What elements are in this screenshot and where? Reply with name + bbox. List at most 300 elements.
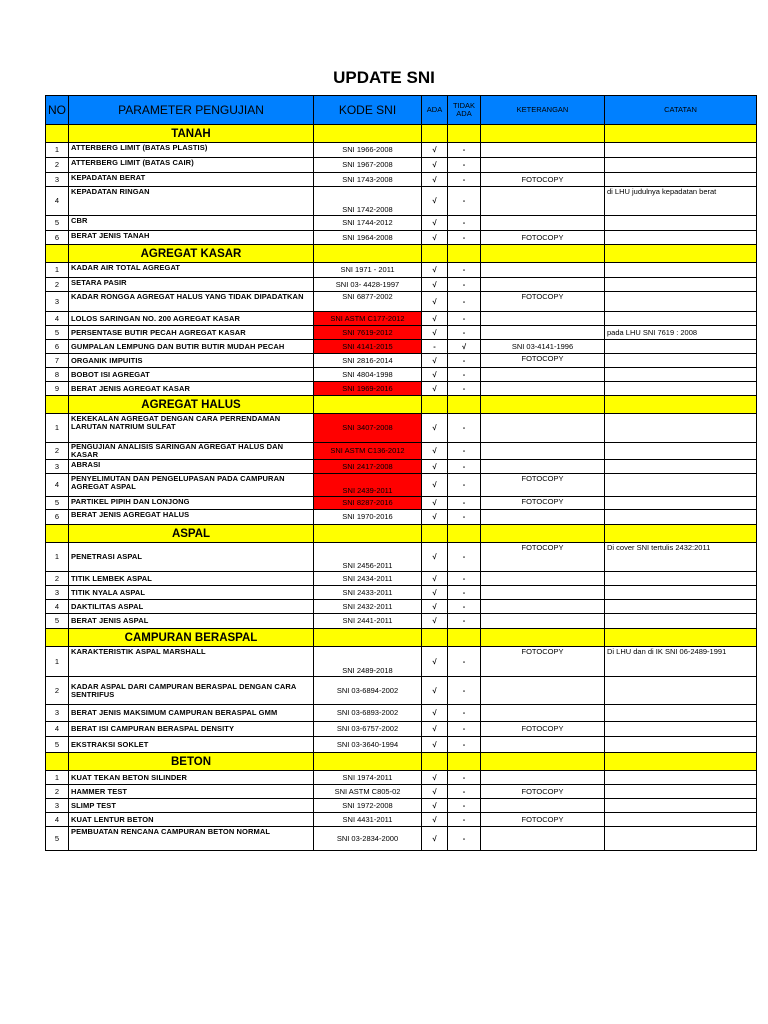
section-row: [46, 525, 757, 543]
sni-code-cell: SNI ASTM C177-2012: [314, 312, 422, 326]
section-empty-cell: [314, 125, 422, 143]
keterangan-cell: FOTOCOPY: [481, 173, 605, 187]
sni-code-cell: SNI 1971 - 2011: [314, 263, 422, 278]
catatan-cell: [605, 572, 757, 586]
keterangan-cell: FOTOCOPY: [481, 785, 605, 799]
row-number: 4: [46, 312, 69, 326]
table-row: [46, 600, 757, 614]
col-header-keterangan: KETERANGAN: [481, 96, 605, 125]
parameter-cell: BOBOT ISI AGREGAT: [69, 368, 314, 382]
tidak-ada-cell: -: [448, 158, 481, 173]
tidak-ada-cell: -: [448, 827, 481, 851]
section-no-cell: [46, 525, 69, 543]
row-number: 5: [46, 737, 69, 753]
ada-cell: √: [422, 326, 448, 340]
tidak-ada-cell: -: [448, 572, 481, 586]
parameter-cell: EKSTRAKSI SOKLET: [69, 737, 314, 753]
sni-code-cell: SNI 03-6757-2002: [314, 722, 422, 737]
tidak-ada-cell: -: [448, 677, 481, 705]
row-number: 2: [46, 278, 69, 292]
table-row: [46, 497, 757, 510]
table-row: [46, 187, 757, 216]
ada-cell: √: [422, 771, 448, 785]
col-header-catatan: CATATAN: [605, 96, 757, 125]
ada-cell: √: [422, 278, 448, 292]
row-number: 2: [46, 158, 69, 173]
keterangan-cell: [481, 216, 605, 231]
tidak-ada-cell: -: [448, 173, 481, 187]
keterangan-cell: [481, 600, 605, 614]
keterangan-cell: SNI 03-4141-1996: [481, 340, 605, 354]
tidak-ada-cell: -: [448, 543, 481, 572]
section-row: [46, 396, 757, 414]
catatan-cell: [605, 600, 757, 614]
parameter-cell: ATTERBERG LIMIT (BATAS PLASTIS): [69, 143, 314, 158]
table-row: [46, 312, 757, 326]
parameter-cell: ABRASI: [69, 460, 314, 474]
ada-cell: √: [422, 474, 448, 497]
ada-cell: √: [422, 216, 448, 231]
table-row: [46, 785, 757, 799]
catatan-cell: [605, 497, 757, 510]
tidak-ada-cell: -: [448, 813, 481, 827]
keterangan-cell: [481, 187, 605, 216]
table-row: [46, 292, 757, 312]
catatan-cell: [605, 586, 757, 600]
section-no-cell: [46, 396, 69, 414]
tidak-ada-cell: -: [448, 216, 481, 231]
ada-cell: √: [422, 292, 448, 312]
table-row: [46, 474, 757, 497]
ada-cell: √: [422, 614, 448, 629]
ada-cell: √: [422, 312, 448, 326]
row-number: 5: [46, 497, 69, 510]
catatan-cell: [605, 799, 757, 813]
ada-cell: √: [422, 677, 448, 705]
sni-code-cell: SNI 03-3640-1994: [314, 737, 422, 753]
sni-code-cell: SNI 4804-1998: [314, 368, 422, 382]
sni-code-cell: SNI 2439-2011: [314, 474, 422, 497]
row-number: 8: [46, 368, 69, 382]
sni-code-cell: SNI 1972-2008: [314, 799, 422, 813]
tidak-ada-cell: -: [448, 497, 481, 510]
ada-cell: √: [422, 586, 448, 600]
section-title: AGREGAT HALUS: [69, 396, 314, 414]
table-row: [46, 722, 757, 737]
row-number: 3: [46, 799, 69, 813]
keterangan-cell: FOTOCOPY: [481, 231, 605, 245]
sni-code-cell: SNI 03-6894-2002: [314, 677, 422, 705]
catatan-cell: [605, 737, 757, 753]
table-row: [46, 614, 757, 629]
table-row: [46, 572, 757, 586]
row-number: 1: [46, 263, 69, 278]
sni-code-cell: SNI 8287-2016: [314, 497, 422, 510]
parameter-cell: KEKEKALAN AGREGAT DENGAN CARA PERRENDAMAN LARUTAN NATRIUM SULFAT: [69, 414, 314, 443]
catatan-cell: [605, 460, 757, 474]
keterangan-cell: [481, 510, 605, 525]
table-row: [46, 510, 757, 525]
tidak-ada-cell: -: [448, 414, 481, 443]
keterangan-cell: [481, 827, 605, 851]
row-number: 3: [46, 173, 69, 187]
section-row: [46, 125, 757, 143]
keterangan-cell: [481, 382, 605, 396]
row-number: 5: [46, 326, 69, 340]
parameter-cell: ATTERBERG LIMIT (BATAS CAIR): [69, 158, 314, 173]
parameter-cell: DAKTILITAS ASPAL: [69, 600, 314, 614]
section-empty-cell: [422, 629, 448, 647]
section-empty-cell: [448, 753, 481, 771]
table-row: [46, 443, 757, 460]
table-row: [46, 354, 757, 368]
section-no-cell: [46, 629, 69, 647]
parameter-cell: PARTIKEL PIPIH DAN LONJONG: [69, 497, 314, 510]
table-row: [46, 231, 757, 245]
tidak-ada-cell: -: [448, 368, 481, 382]
tidak-ada-cell: -: [448, 263, 481, 278]
ada-cell: √: [422, 158, 448, 173]
section-empty-cell: [605, 396, 757, 414]
row-number: 4: [46, 722, 69, 737]
sni-code-cell: SNI ASTM C805-02: [314, 785, 422, 799]
section-empty-cell: [605, 245, 757, 263]
table-row: [46, 263, 757, 278]
row-number: 6: [46, 231, 69, 245]
sni-code-cell: SNI 2417-2008: [314, 460, 422, 474]
catatan-cell: [605, 510, 757, 525]
sni-code-cell: SNI 2432-2011: [314, 600, 422, 614]
keterangan-cell: [481, 586, 605, 600]
tidak-ada-cell: -: [448, 705, 481, 722]
catatan-cell: [605, 677, 757, 705]
keterangan-cell: FOTOCOPY: [481, 354, 605, 368]
sni-code-cell: SNI 2441-2011: [314, 614, 422, 629]
section-empty-cell: [314, 245, 422, 263]
parameter-cell: GUMPALAN LEMPUNG DAN BUTIR BUTIR MUDAH PECAH: [69, 340, 314, 354]
section-empty-cell: [422, 245, 448, 263]
table-row: [46, 771, 757, 785]
catatan-cell: [605, 813, 757, 827]
catatan-cell: [605, 414, 757, 443]
table-row: [46, 143, 757, 158]
parameter-cell: ORGANIK IMPUITIS: [69, 354, 314, 368]
ada-cell: √: [422, 414, 448, 443]
table-header-row: [46, 96, 757, 125]
keterangan-cell: FOTOCOPY: [481, 647, 605, 677]
keterangan-cell: FOTOCOPY: [481, 543, 605, 572]
parameter-cell: PENETRASI ASPAL: [69, 543, 314, 572]
section-no-cell: [46, 125, 69, 143]
ada-cell: √: [422, 705, 448, 722]
parameter-cell: CBR: [69, 216, 314, 231]
row-number: 1: [46, 143, 69, 158]
keterangan-cell: [481, 414, 605, 443]
section-row: [46, 753, 757, 771]
table-row: [46, 414, 757, 443]
catatan-cell: [605, 368, 757, 382]
section-title: TANAH: [69, 125, 314, 143]
catatan-cell: [605, 158, 757, 173]
section-row: [46, 245, 757, 263]
catatan-cell: [605, 143, 757, 158]
catatan-cell: [605, 614, 757, 629]
section-empty-cell: [481, 629, 605, 647]
catatan-cell: [605, 771, 757, 785]
catatan-cell: [605, 216, 757, 231]
sni-code-cell: SNI 1967-2008: [314, 158, 422, 173]
tidak-ada-cell: -: [448, 312, 481, 326]
parameter-cell: LOLOS SARINGAN NO. 200 AGREGAT KASAR: [69, 312, 314, 326]
table-row: [46, 158, 757, 173]
row-number: 4: [46, 600, 69, 614]
table-row: [46, 368, 757, 382]
tidak-ada-cell: -: [448, 278, 481, 292]
catatan-cell: [605, 173, 757, 187]
keterangan-cell: [481, 143, 605, 158]
ada-cell: √: [422, 263, 448, 278]
catatan-cell: [605, 231, 757, 245]
sni-code-cell: SNI 1966-2008: [314, 143, 422, 158]
col-header-tidak-ada: TIDAK ADA: [448, 96, 481, 125]
section-empty-cell: [605, 753, 757, 771]
parameter-cell: KADAR RONGGA AGREGAT HALUS YANG TIDAK DIPADATKAN: [69, 292, 314, 312]
keterangan-cell: [481, 737, 605, 753]
keterangan-cell: [481, 614, 605, 629]
section-no-cell: [46, 245, 69, 263]
parameter-cell: KUAT TEKAN BETON SILINDER: [69, 771, 314, 785]
ada-cell: √: [422, 799, 448, 813]
row-number: 1: [46, 543, 69, 572]
catatan-cell: [605, 785, 757, 799]
row-number: 4: [46, 187, 69, 216]
ada-cell: √: [422, 572, 448, 586]
sni-code-cell: SNI 1964-2008: [314, 231, 422, 245]
section-empty-cell: [448, 525, 481, 543]
table-row: [46, 813, 757, 827]
tidak-ada-cell: -: [448, 443, 481, 460]
col-header-no: NO: [46, 96, 69, 125]
ada-cell: -: [422, 340, 448, 354]
ada-cell: √: [422, 722, 448, 737]
parameter-cell: SLIMP TEST: [69, 799, 314, 813]
keterangan-cell: [481, 263, 605, 278]
parameter-cell: KEPADATAN RINGAN: [69, 187, 314, 216]
keterangan-cell: [481, 705, 605, 722]
section-empty-cell: [481, 753, 605, 771]
table-row: [46, 737, 757, 753]
parameter-cell: KADAR AIR TOTAL AGREGAT: [69, 263, 314, 278]
ada-cell: √: [422, 827, 448, 851]
sni-code-cell: SNI 03-6893-2002: [314, 705, 422, 722]
sni-code-cell: SNI 2816-2014: [314, 354, 422, 368]
row-number: 6: [46, 510, 69, 525]
section-empty-cell: [448, 245, 481, 263]
catatan-cell: pada LHU SNI 7619 : 2008: [605, 326, 757, 340]
parameter-cell: SETARA PASIR: [69, 278, 314, 292]
parameter-cell: BERAT ISI CAMPURAN BERASPAL DENSITY: [69, 722, 314, 737]
keterangan-cell: [481, 368, 605, 382]
catatan-cell: [605, 382, 757, 396]
row-number: 5: [46, 827, 69, 851]
parameter-cell: KUAT LENTUR BETON: [69, 813, 314, 827]
table-row: [46, 382, 757, 396]
catatan-cell: Di cover SNI tertulis 2432:2011: [605, 543, 757, 572]
row-number: 1: [46, 647, 69, 677]
row-number: 4: [46, 813, 69, 827]
tidak-ada-cell: -: [448, 600, 481, 614]
row-number: 2: [46, 677, 69, 705]
ada-cell: √: [422, 143, 448, 158]
section-title: AGREGAT KASAR: [69, 245, 314, 263]
ada-cell: √: [422, 460, 448, 474]
tidak-ada-cell: -: [448, 510, 481, 525]
tidak-ada-cell: -: [448, 722, 481, 737]
catatan-cell: [605, 827, 757, 851]
row-number: 5: [46, 614, 69, 629]
sni-code-cell: SNI 03- 4428-1997: [314, 278, 422, 292]
parameter-cell: PEMBUATAN RENCANA CAMPURAN BETON NORMAL: [69, 827, 314, 851]
table-row: [46, 827, 757, 851]
table-row: [46, 799, 757, 813]
sni-code-cell: SNI 2433-2011: [314, 586, 422, 600]
section-empty-cell: [481, 125, 605, 143]
catatan-cell: Di LHU dan di IK SNI 06-2489-1991: [605, 647, 757, 677]
row-number: 3: [46, 460, 69, 474]
ada-cell: √: [422, 785, 448, 799]
ada-cell: √: [422, 497, 448, 510]
section-empty-cell: [448, 629, 481, 647]
keterangan-cell: FOTOCOPY: [481, 813, 605, 827]
ada-cell: √: [422, 510, 448, 525]
tidak-ada-cell: -: [448, 771, 481, 785]
keterangan-cell: [481, 443, 605, 460]
catatan-cell: [605, 722, 757, 737]
ada-cell: √: [422, 543, 448, 572]
page-title: UPDATE SNI: [333, 68, 435, 87]
sni-code-cell: SNI 1744-2012: [314, 216, 422, 231]
sni-table: [45, 95, 757, 851]
section-empty-cell: [314, 396, 422, 414]
section-empty-cell: [422, 753, 448, 771]
row-number: 7: [46, 354, 69, 368]
row-number: 3: [46, 586, 69, 600]
sni-code-cell: SNI 1969-2016: [314, 382, 422, 396]
tidak-ada-cell: -: [448, 187, 481, 216]
row-number: 1: [46, 771, 69, 785]
parameter-cell: PENYELIMUTAN DAN PENGELUPASAN PADA CAMPURAN AGREGAT ASPAL: [69, 474, 314, 497]
table-row: [46, 340, 757, 354]
keterangan-cell: [481, 312, 605, 326]
table-row: [46, 278, 757, 292]
sni-code-cell: SNI 4141-2015: [314, 340, 422, 354]
section-empty-cell: [448, 396, 481, 414]
parameter-cell: BERAT JENIS TANAH: [69, 231, 314, 245]
ada-cell: √: [422, 443, 448, 460]
catatan-cell: [605, 705, 757, 722]
tidak-ada-cell: -: [448, 292, 481, 312]
section-title: CAMPURAN BERASPAL: [69, 629, 314, 647]
keterangan-cell: [481, 572, 605, 586]
ada-cell: √: [422, 173, 448, 187]
section-empty-cell: [422, 525, 448, 543]
catatan-cell: di LHU judulnya kepadatan berat: [605, 187, 757, 216]
table-row: [46, 326, 757, 340]
section-empty-cell: [605, 125, 757, 143]
tidak-ada-cell: -: [448, 460, 481, 474]
section-empty-cell: [481, 245, 605, 263]
row-number: 6: [46, 340, 69, 354]
table-row: [46, 647, 757, 677]
tidak-ada-cell: -: [448, 354, 481, 368]
table-row: [46, 173, 757, 187]
row-number: 9: [46, 382, 69, 396]
col-header-ada: ADA: [422, 96, 448, 125]
ada-cell: √: [422, 737, 448, 753]
row-number: 2: [46, 785, 69, 799]
parameter-cell: PERSENTASE BUTIR PECAH AGREGAT KASAR: [69, 326, 314, 340]
parameter-cell: BERAT JENIS MAKSIMUM CAMPURAN BERASPAL GMM: [69, 705, 314, 722]
catatan-cell: [605, 263, 757, 278]
sni-code-cell: SNI 4431-2011: [314, 813, 422, 827]
ada-cell: √: [422, 354, 448, 368]
catatan-cell: [605, 278, 757, 292]
tidak-ada-cell: -: [448, 614, 481, 629]
section-empty-cell: [605, 629, 757, 647]
catatan-cell: [605, 340, 757, 354]
tidak-ada-cell: -: [448, 737, 481, 753]
keterangan-cell: [481, 771, 605, 785]
catatan-cell: [605, 443, 757, 460]
tidak-ada-cell: -: [448, 143, 481, 158]
section-empty-cell: [422, 125, 448, 143]
sni-code-cell: SNI 2489-2018: [314, 647, 422, 677]
catatan-cell: [605, 354, 757, 368]
section-empty-cell: [481, 525, 605, 543]
tidak-ada-cell: -: [448, 586, 481, 600]
section-title: ASPAL: [69, 525, 314, 543]
parameter-cell: KADAR ASPAL DARI CAMPURAN BERASPAL DENGAN CARA SENTRIFUS: [69, 677, 314, 705]
section-empty-cell: [314, 525, 422, 543]
sni-code-cell: SNI 2434-2011: [314, 572, 422, 586]
parameter-cell: BERAT JENIS ASPAL: [69, 614, 314, 629]
ada-cell: √: [422, 382, 448, 396]
section-empty-cell: [448, 125, 481, 143]
tidak-ada-cell: -: [448, 647, 481, 677]
row-number: 3: [46, 292, 69, 312]
row-number: 4: [46, 474, 69, 497]
sni-code-cell: SNI 3407-2008: [314, 414, 422, 443]
section-no-cell: [46, 753, 69, 771]
col-header-kode: KODE SNI: [314, 96, 422, 125]
catatan-cell: [605, 292, 757, 312]
parameter-cell: PENGUJIAN ANALISIS SARINGAN AGREGAT HALUS DAN KASAR: [69, 443, 314, 460]
parameter-cell: TITIK LEMBEK ASPAL: [69, 572, 314, 586]
keterangan-cell: [481, 278, 605, 292]
sni-code-cell: SNI 1970-2016: [314, 510, 422, 525]
parameter-cell: BERAT JENIS AGREGAT HALUS: [69, 510, 314, 525]
sni-code-cell: SNI 6877-2002: [314, 292, 422, 312]
sni-code-cell: SNI 2456-2011: [314, 543, 422, 572]
row-number: 2: [46, 572, 69, 586]
table-row: [46, 677, 757, 705]
keterangan-cell: [481, 460, 605, 474]
keterangan-cell: [481, 677, 605, 705]
catatan-cell: [605, 312, 757, 326]
keterangan-cell: [481, 799, 605, 813]
tidak-ada-cell: -: [448, 474, 481, 497]
table-row: [46, 216, 757, 231]
